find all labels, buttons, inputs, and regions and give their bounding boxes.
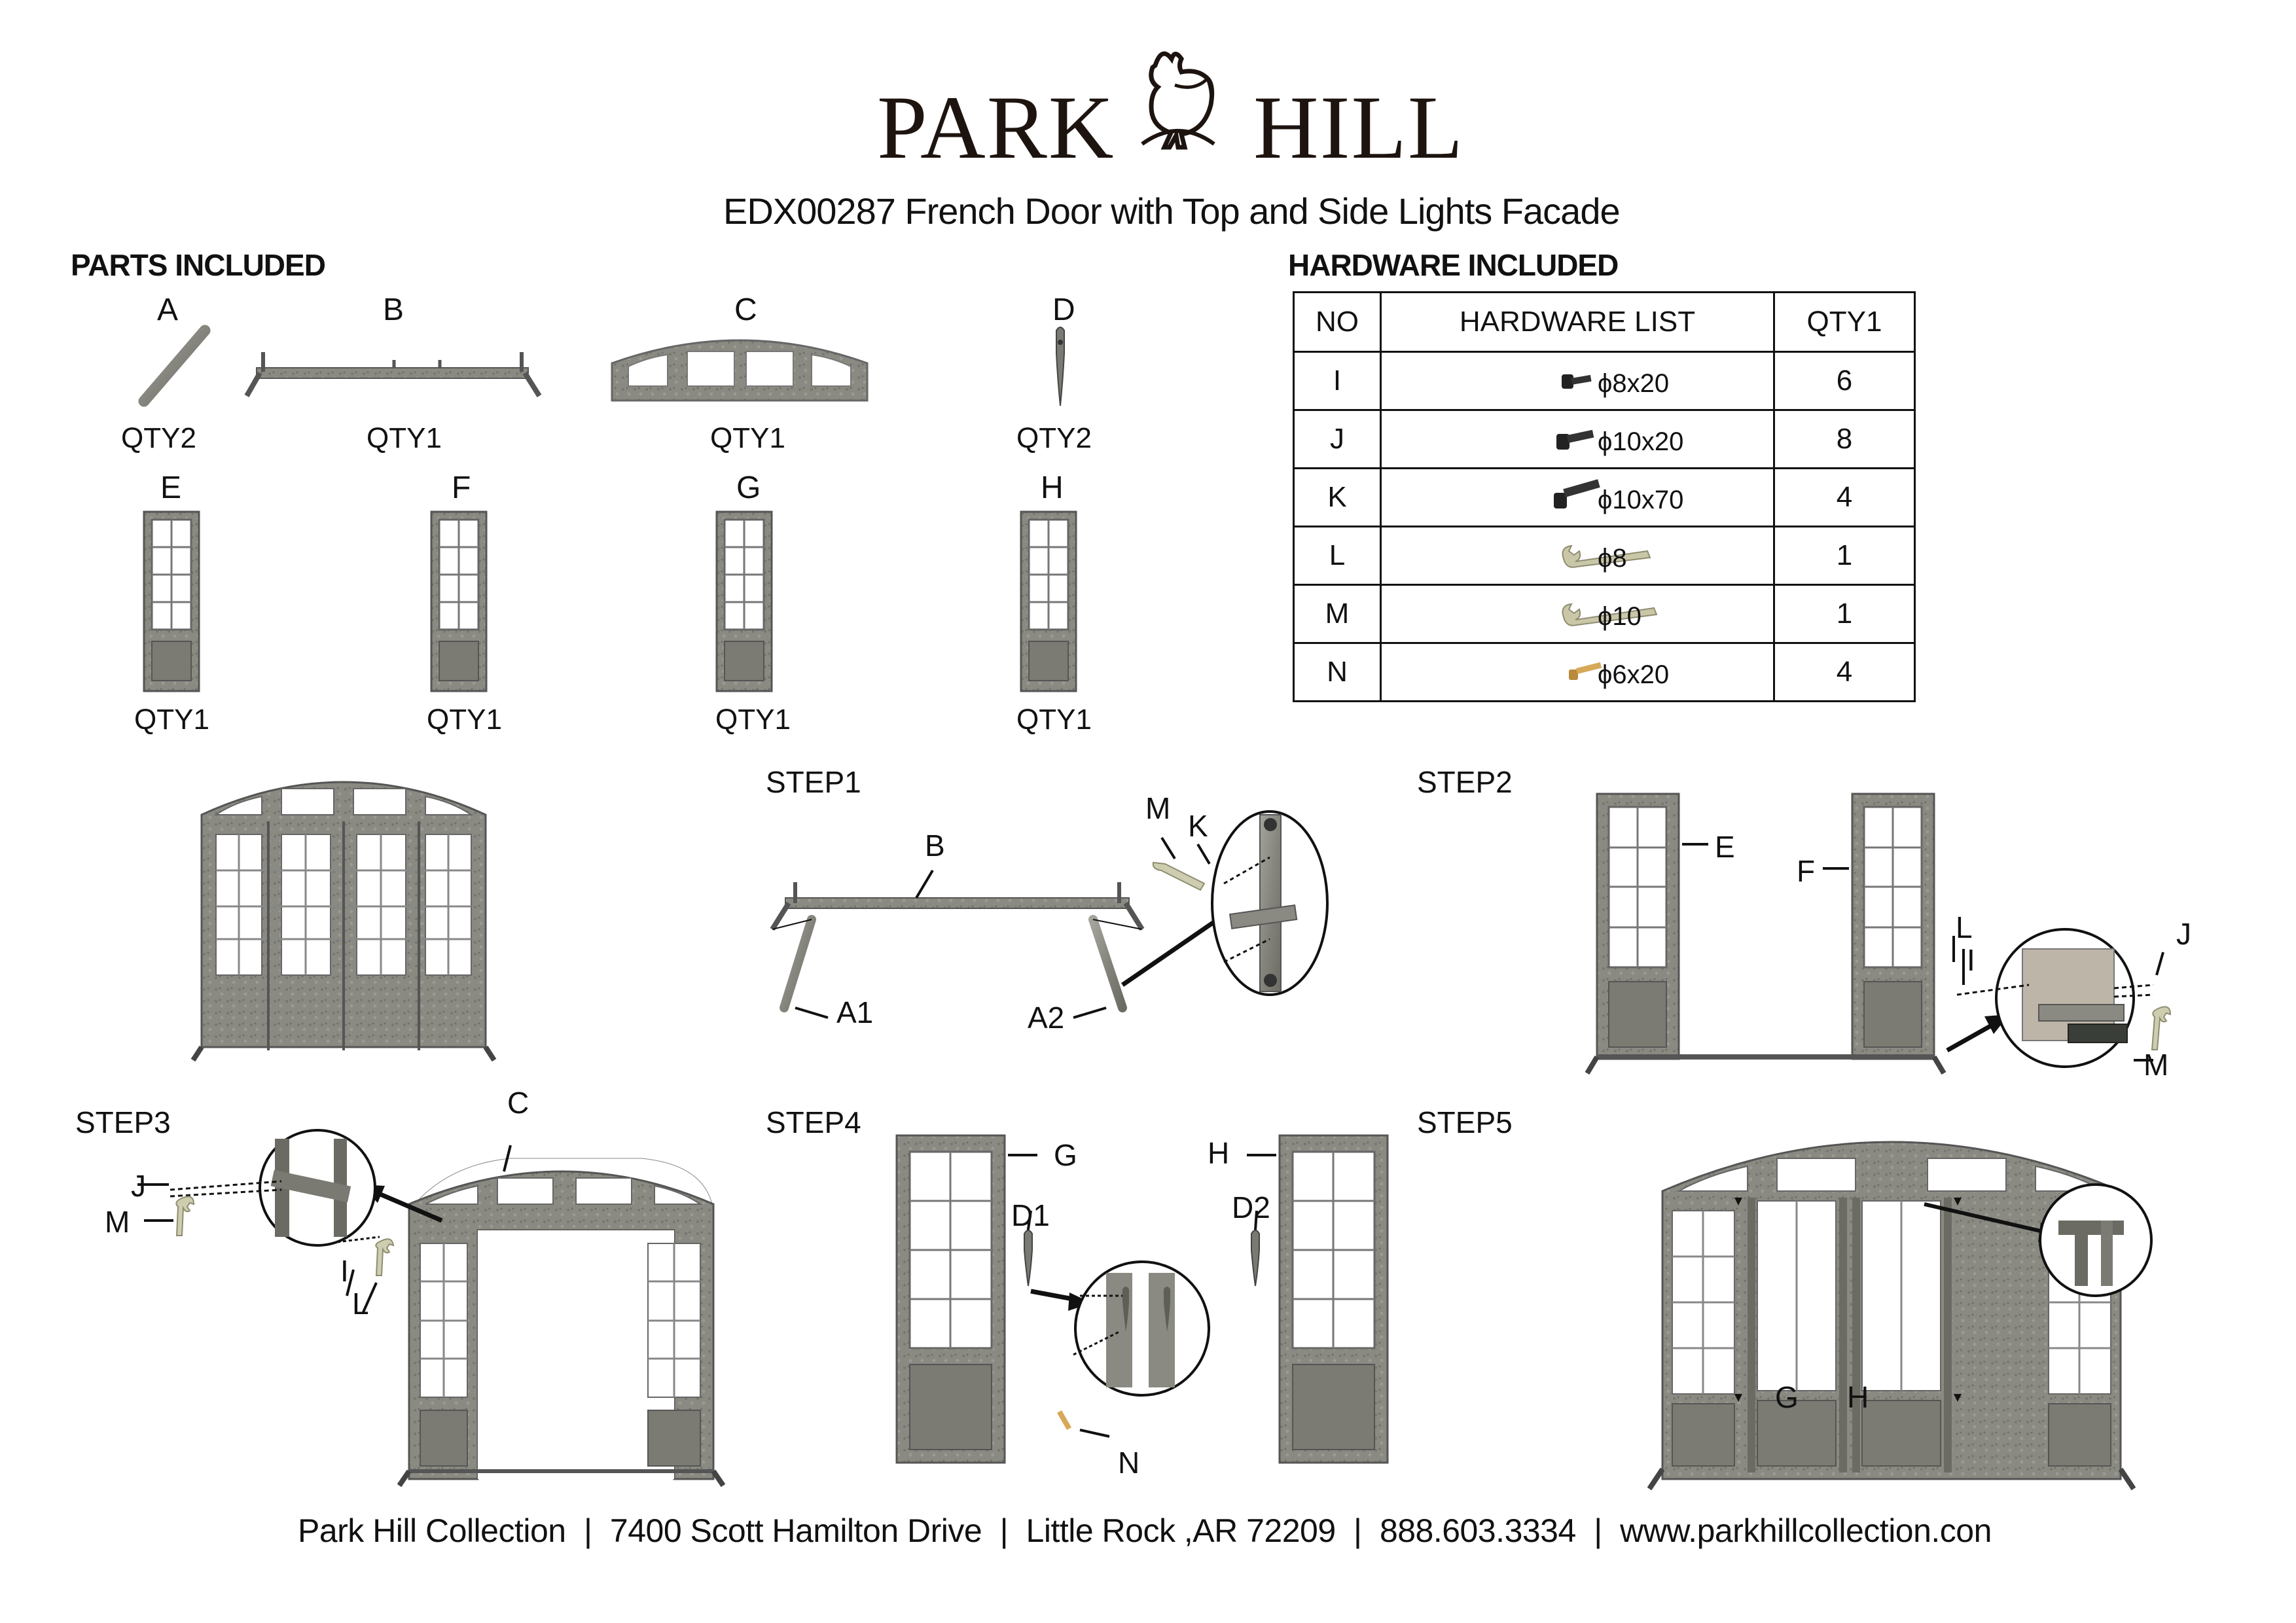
step2-label-l: L — [1956, 910, 1973, 944]
part-qty-a: QTY2 — [121, 422, 196, 454]
hw-no: K — [1294, 469, 1381, 527]
table-row — [1294, 469, 1915, 527]
part-qty-g: QTY1 — [715, 704, 791, 736]
footer-city: Little Rock ,AR 72209 — [1026, 1512, 1336, 1549]
step3-title: STEP3 — [75, 1105, 171, 1139]
step1-label-a2: A2 — [1028, 1001, 1065, 1035]
step1-label-b: B — [925, 829, 945, 863]
step1-label-a1: A1 — [836, 995, 874, 1029]
step3-label-m: M — [105, 1205, 130, 1239]
step4-label-g: G — [1054, 1138, 1077, 1172]
hw-no: N — [1294, 643, 1381, 702]
footer-separator: | — [584, 1512, 592, 1549]
step5-detail — [1911, 1178, 2147, 1309]
footer-separator: | — [999, 1512, 1009, 1549]
brand-name-right: HILL — [1253, 77, 1465, 177]
table-row — [1294, 527, 1915, 585]
hw-size: ϕ8x20 — [1598, 369, 1670, 398]
step3-label-l: L — [352, 1287, 369, 1321]
step5-label-g: G — [1775, 1380, 1799, 1414]
page-title: EDX00287 French Door with Top and Side Lights Facade — [723, 190, 1620, 232]
footer-separator: | — [1354, 1512, 1362, 1549]
hw-no: J — [1294, 410, 1381, 469]
part-f-image — [430, 510, 489, 694]
part-label-d: D — [1052, 293, 1075, 327]
hw-size: ϕ10x70 — [1598, 486, 1684, 514]
hw-qty: 4 — [1774, 643, 1915, 702]
hardware-heading: HARDWARE INCLUDED — [1288, 248, 1619, 282]
part-label-h: H — [1041, 471, 1064, 505]
part-b-image — [243, 347, 545, 399]
hw-qty: 1 — [1774, 527, 1915, 585]
step4-label-n: N — [1118, 1446, 1140, 1480]
step2-label-m: M — [2144, 1048, 2169, 1082]
footer-website[interactable]: www.parkhillcollection.con — [1620, 1512, 1992, 1549]
table-header-row — [1294, 293, 1915, 352]
hw-no: I — [1294, 352, 1381, 410]
col-no-header: NO — [1294, 293, 1381, 352]
part-h-image — [1020, 510, 1079, 694]
part-a-image — [134, 324, 213, 409]
col-list-header: HARDWARE LIST — [1381, 293, 1774, 352]
step1-label-k: K — [1188, 809, 1208, 843]
hw-size: ϕ10 — [1598, 602, 1641, 631]
hardware-table — [1293, 291, 1916, 702]
hw-size: ϕ8 — [1598, 544, 1627, 573]
step4-label-d1: D1 — [1011, 1198, 1050, 1232]
hw-no: L — [1294, 527, 1381, 585]
hw-size: ϕ6x20 — [1598, 660, 1670, 689]
part-qty-c: QTY1 — [710, 422, 785, 454]
step5-title: STEP5 — [1417, 1105, 1513, 1139]
part-d-image — [1047, 324, 1073, 412]
hw-qty: 1 — [1774, 585, 1915, 643]
part-label-g: G — [736, 471, 761, 505]
part-label-e: E — [160, 471, 182, 505]
footer-phone: 888.603.3334 — [1379, 1512, 1576, 1549]
footer-company: Park Hill Collection — [298, 1512, 566, 1549]
brand-logo — [870, 39, 1486, 177]
hw-no: M — [1294, 585, 1381, 643]
step1-title: STEP1 — [766, 765, 861, 799]
table-row — [1294, 410, 1915, 469]
part-label-c: C — [734, 293, 757, 327]
col-qty-header: QTY1 — [1774, 293, 1915, 352]
rooster-icon — [1129, 39, 1227, 177]
step5-label-h: H — [1847, 1380, 1869, 1414]
part-qty-h: QTY1 — [1016, 704, 1092, 736]
step1-label-m: M — [1145, 791, 1171, 825]
part-label-b: B — [383, 293, 404, 327]
hw-qty: 8 — [1774, 410, 1915, 469]
table-row — [1294, 643, 1915, 702]
step4-title: STEP4 — [766, 1105, 861, 1139]
step2-title: STEP2 — [1417, 765, 1513, 799]
table-row — [1294, 352, 1915, 410]
step3-label-c: C — [507, 1086, 529, 1120]
parts-heading: PARTS INCLUDED — [71, 248, 325, 282]
part-qty-b: QTY1 — [367, 422, 442, 454]
part-c-image — [609, 327, 870, 406]
step2-label-f: F — [1797, 854, 1816, 888]
table-row — [1294, 585, 1915, 643]
step4-diagram — [890, 1129, 1401, 1482]
assembled-door-image — [190, 762, 497, 1063]
hw-qty: 6 — [1774, 352, 1915, 410]
part-qty-d: QTY2 — [1016, 422, 1092, 454]
footer-address: 7400 Scott Hamilton Drive — [609, 1512, 982, 1549]
part-qty-f: QTY1 — [427, 704, 502, 736]
step2-label-j: J — [2176, 917, 2191, 951]
footer-separator: | — [1594, 1512, 1602, 1549]
step4-label-d2: D2 — [1232, 1190, 1270, 1224]
brand-name-left: PARK — [877, 77, 1115, 177]
step3-diagram — [118, 1113, 740, 1492]
part-label-f: F — [452, 471, 471, 505]
step2-diagram — [1577, 789, 2232, 1083]
part-label-a: A — [157, 293, 179, 327]
step2-label-i: I — [1967, 943, 1975, 977]
step3-label-j: J — [131, 1169, 146, 1203]
step3-label-i: I — [340, 1254, 349, 1288]
hw-qty: 4 — [1774, 469, 1915, 527]
footer — [298, 1512, 1992, 1550]
step4-label-h: H — [1208, 1136, 1230, 1170]
step2-label-e: E — [1715, 830, 1735, 864]
part-g-image — [715, 510, 774, 694]
part-e-image — [143, 510, 202, 694]
part-qty-e: QTY1 — [134, 704, 209, 736]
hw-size: ϕ10x20 — [1598, 427, 1684, 456]
